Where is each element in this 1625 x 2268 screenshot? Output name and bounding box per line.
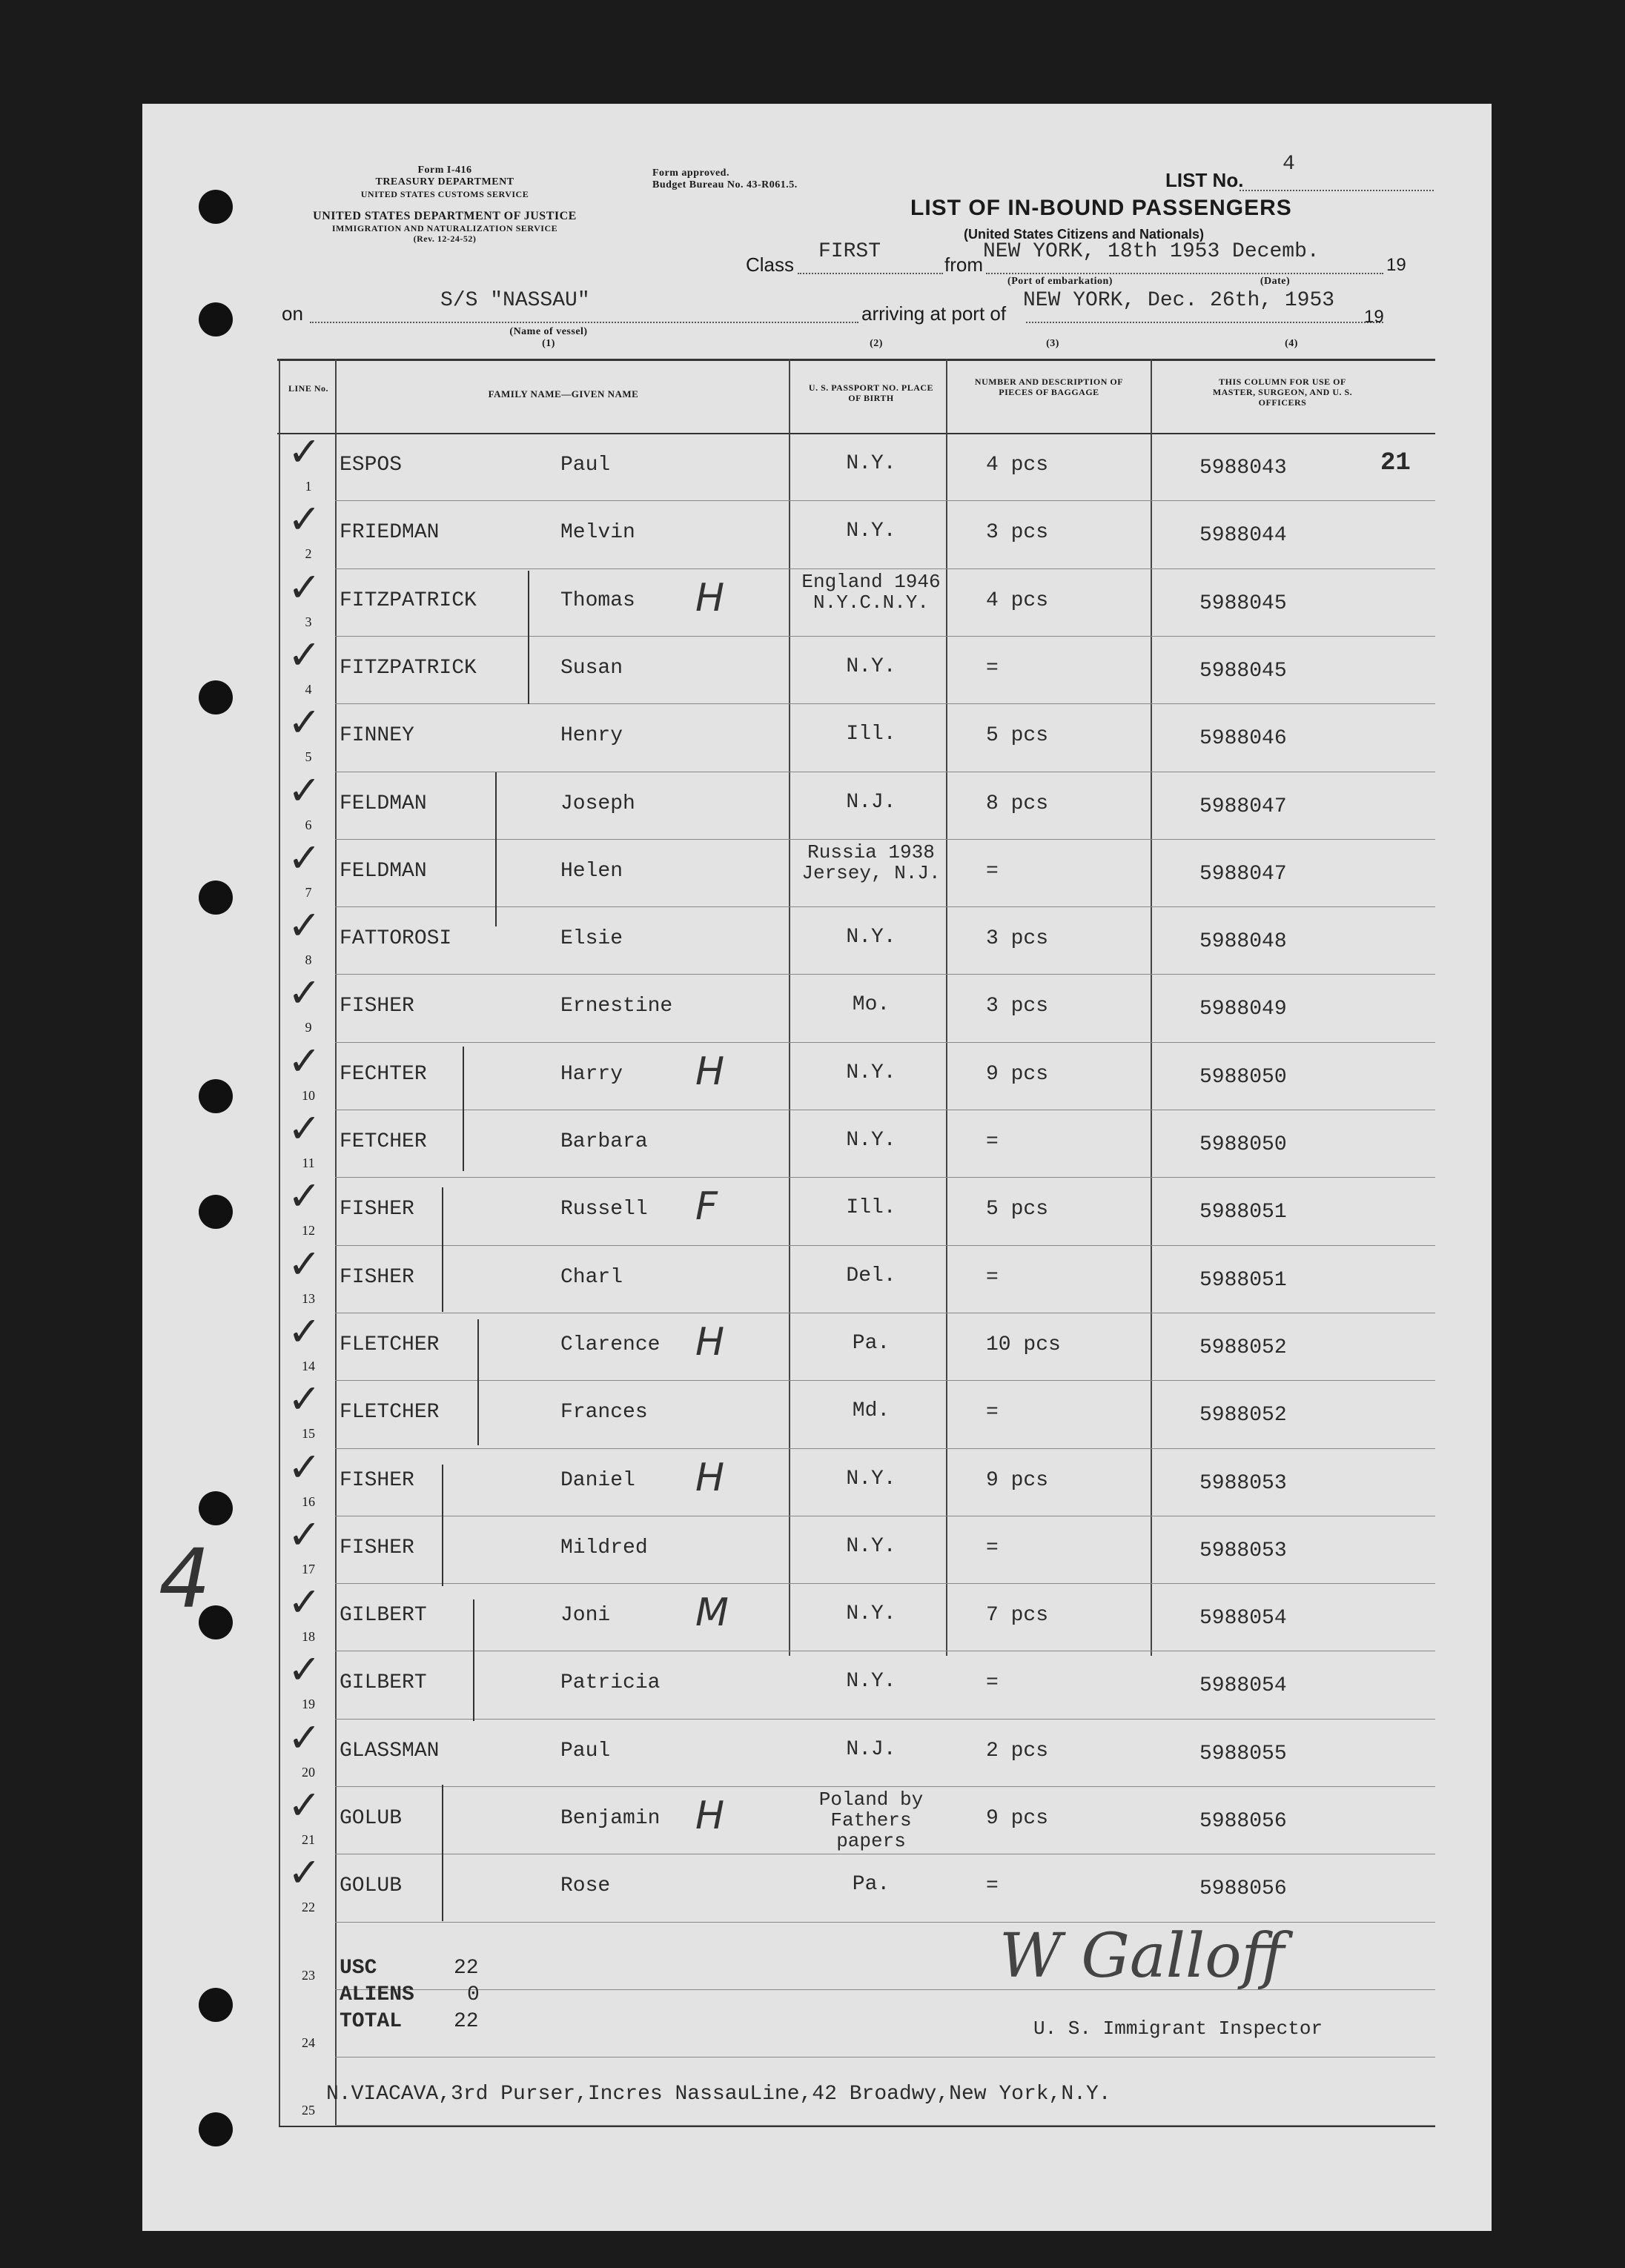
row-rule [335,1042,1435,1043]
row-number: 2 [305,546,312,562]
check-mark: ✓ [288,1376,322,1423]
row-rule [335,1719,1435,1720]
arriving-label: arriving at port of [861,302,1007,325]
given-name: Benjamin [560,1807,661,1830]
family-bracket [473,1599,474,1721]
baggage-count: 8 pcs [986,792,1049,815]
check-mark: ✓ [288,1849,322,1897]
family-name: FISHER [340,995,414,1018]
officer-code: 5988044 [1199,524,1287,548]
justice-dept: UNITED STATES DEPARTMENT OF JUSTICE [313,210,577,222]
punch-hole [199,190,233,224]
given-name: Melvin [560,521,635,545]
family-name: GOLUB [340,1874,403,1898]
baggage-count: 5 pcs [986,1198,1049,1221]
baggage-count: 5 pcs [986,724,1049,748]
family-bracket [495,772,497,926]
row-number: 6 [305,817,312,832]
family-name: GOLUB [340,1807,403,1830]
punch-hole [199,1491,233,1525]
hand-mark: H [695,1319,725,1365]
family-name: FISHER [340,1536,414,1559]
baggage-count: 7 pcs [986,1604,1049,1628]
name-col-border [789,359,790,1656]
given-name: Clarence [560,1333,661,1356]
place-of-birth: N.Y. [846,1129,896,1152]
given-name: Susan [560,656,623,680]
baggage-col-border [1151,359,1152,1656]
baggage-count: = [986,1536,999,1559]
list-number: 4 [1283,153,1295,176]
hand-mark: H [695,1455,725,1500]
punch-hole [199,2112,233,2146]
from-value: NEW YORK, 18th 1953 Decemb. [983,240,1320,263]
vessel-dotline [310,322,858,323]
baggage-count: 10 pcs [986,1333,1061,1356]
class-value: FIRST [818,240,881,263]
officer-code: 5988045 [1199,659,1287,683]
place-of-birth: N.Y. [846,1061,896,1084]
baggage-count: 3 pcs [986,995,1049,1018]
row-number: 17 [302,1561,315,1576]
punch-hole [199,881,233,915]
place-of-birth: N.Y. [846,926,896,949]
given-name: Charl [560,1265,623,1289]
check-mark: ✓ [288,902,322,949]
col-num-1: (1) [542,338,555,349]
baggage-count: 9 pcs [986,1062,1049,1086]
hand-mark: H [695,575,725,620]
from-dotline [986,273,1383,274]
revision-date: (Rev. 12-24-52) [413,233,477,244]
place-of-birth: Russia 1938 Jersey, N.J. [801,840,941,884]
baggage-count: 9 pcs [986,1468,1049,1492]
header-baggage: NUMBER AND DESCRIPTION OF PIECES OF BAGGAGE [974,377,1124,397]
year-suffix-2: 19 [1364,307,1384,327]
page-count: 21 [1380,449,1411,477]
hand-mark: H [695,1049,725,1094]
baggage-count: = [986,1874,999,1898]
officer-code: 5988047 [1199,862,1287,886]
officer-code: 5988055 [1199,1742,1287,1765]
baggage-count: 3 pcs [986,521,1049,545]
col-num-3: (3) [1046,338,1059,349]
officer-code: 5988051 [1199,1201,1287,1224]
family-bracket [442,1187,443,1312]
place-of-birth: Mo. [852,993,890,1017]
row-number: 4 [305,681,312,697]
class-label: Class [746,253,795,276]
baggage-count: = [986,1401,999,1425]
officer-code: 5988056 [1199,1810,1287,1833]
vessel-name: S/S "NASSAU" [440,289,590,312]
budget-bureau: Budget Bureau No. 43-R061.5. [652,179,798,190]
hand-mark: H [695,1794,725,1838]
col-num-4: (4) [1285,338,1298,349]
officer-code: 5988046 [1199,727,1287,751]
check-mark: ✓ [288,1714,322,1761]
form-number: Form I-416 [417,165,472,176]
family-name: FRIEDMAN [340,521,440,545]
baggage-count: 2 pcs [986,1739,1049,1763]
given-name: Paul [560,1739,611,1763]
row-number: 12 [302,1223,315,1239]
row-number: 10 [302,1087,315,1103]
officer-code: 5988045 [1199,591,1287,615]
row-rule [335,839,1435,840]
family-bracket [528,571,529,704]
family-name: FLETCHER [340,1401,440,1425]
on-label: on [282,302,303,325]
given-name: Joseph [560,792,635,815]
header-officers: THIS COLUMN FOR USE OF MASTER, SURGEON, AND U. S. OFFICERS [1212,377,1353,408]
place-of-birth: Del. [846,1264,896,1287]
place-of-birth: Pa. [852,1331,890,1355]
officer-code: 5988053 [1199,1539,1287,1562]
row-rule [335,1177,1435,1178]
family-name: FETCHER [340,1130,427,1153]
family-name: FECHTER [340,1062,427,1086]
col-num-2: (2) [870,338,883,349]
row-number: 11 [302,1155,315,1170]
check-mark: ✓ [288,1240,322,1287]
arriving-dotline [1026,322,1383,323]
baggage-count: = [986,859,999,883]
list-dotline [1240,190,1434,191]
date-label: (Date) [1260,276,1291,287]
given-name: Henry [560,724,623,748]
check-mark: ✓ [288,834,322,881]
given-name: Russell [560,1198,648,1221]
from-label: from [944,253,983,276]
row-number: 8 [305,952,312,968]
row-rule [335,906,1435,907]
row-number: 9 [305,1020,312,1035]
row-number: 5 [305,749,312,765]
given-name: Daniel [560,1468,635,1492]
line-col-border [335,359,337,2126]
place-of-birth: Pa. [852,1873,890,1897]
place-of-birth: Md. [852,1399,890,1423]
header-line-no: LINE No. [288,383,328,394]
officer-code: 5988051 [1199,1268,1287,1292]
aliens-label: ALIENS [340,1983,414,2006]
hand-mark: F [695,1184,718,1230]
family-name: FISHER [340,1468,414,1492]
family-name: FATTOROSI [340,927,452,951]
family-name: GILBERT [340,1671,427,1695]
row-number: 13 [302,1290,315,1306]
family-name: FITZPATRICK [340,656,477,680]
place-of-birth: N.Y. [846,520,896,543]
baggage-count: 4 pcs [986,454,1049,477]
given-name: Paul [560,454,611,477]
row-number: 24 [302,2035,315,2050]
place-of-birth: Ill. [846,723,896,746]
place-of-birth: Ill. [846,1196,896,1220]
given-name: Joni [560,1604,611,1628]
baggage-count: = [986,1130,999,1153]
place-of-birth: Poland by Fathers papers [818,1788,924,1852]
punch-hole [199,302,233,336]
row-number: 15 [302,1426,315,1442]
table-top-rule [277,359,1435,361]
officer-code: 5988053 [1199,1471,1287,1495]
check-mark: ✓ [288,1307,322,1355]
inspector-signature: W Galloff [999,1921,1285,1992]
row-rule [335,1583,1435,1584]
check-mark: ✓ [288,428,322,475]
family-name: FISHER [340,1265,414,1289]
punch-hole [199,1079,233,1113]
row-rule [335,703,1435,704]
baggage-count: = [986,656,999,680]
row-rule [335,500,1435,501]
place-of-birth: N.Y. [846,1602,896,1626]
place-of-birth: N.Y. [846,452,896,475]
officer-code: 5988054 [1199,1674,1287,1698]
officer-code: 5988052 [1199,1336,1287,1359]
header-passport: U. S. PASSPORT NO. PLACE OF BIRTH [808,382,934,403]
total-value: 22 [454,2010,479,2033]
row-number: 7 [305,884,312,900]
punch-hole [199,1988,233,2022]
usc-value: 22 [454,1957,479,1980]
baggage-count: 4 pcs [986,588,1049,612]
row-number: 16 [302,1493,315,1509]
given-name: Harry [560,1062,623,1086]
row-rule [335,2125,1435,2126]
place-of-birth: N.J. [846,1737,896,1761]
row-rule [335,1245,1435,1246]
given-name: Elsie [560,927,623,951]
officer-code: 5988049 [1199,998,1287,1021]
officer-code: 5988050 [1199,1133,1287,1156]
row-rule [335,636,1435,637]
place-of-birth: N.Y. [846,654,896,678]
row-number: 18 [302,1629,315,1645]
family-name: FINNEY [340,724,414,748]
treasury-dept: TREASURY DEPARTMENT [375,176,514,188]
margin-mark: 4 [159,1531,211,1626]
place-of-birth: N.Y. [846,1670,896,1694]
row-number: 14 [302,1358,315,1373]
family-name: FELDMAN [340,792,427,815]
purser-line: N.VIACAVA,3rd Purser,Incres NassauLine,42 Broadwy,New York,N.Y. [326,2083,1111,2106]
check-mark: ✓ [288,631,322,678]
given-name: Rose [560,1874,611,1898]
officer-code: 5988050 [1199,1065,1287,1089]
form-title: LIST OF IN-BOUND PASSENGERS [910,196,1292,220]
form-subtitle: (United States Citizens and Nationals) [964,227,1205,242]
row-number: 3 [305,614,312,629]
arriving-value: NEW YORK, Dec. 26th, 1953 [1023,289,1335,312]
place-of-birth: N.Y. [846,1534,896,1558]
table-header-rule [277,433,1435,434]
family-bracket [442,1465,443,1586]
check-mark: ✓ [288,1579,322,1626]
check-mark: ✓ [288,766,322,814]
vessel-label: (Name of vessel) [509,326,588,337]
family-name: ESPOS [340,454,403,477]
family-name: FITZPATRICK [340,588,477,612]
baggage-count: 9 pcs [986,1807,1049,1830]
row-number: 20 [302,1764,315,1780]
row-number: 25 [302,2103,315,2118]
family-bracket [463,1047,464,1171]
check-mark: ✓ [288,1037,322,1084]
family-name: GLASSMAN [340,1739,440,1763]
baggage-count: = [986,1265,999,1289]
check-mark: ✓ [288,1443,322,1491]
check-mark: ✓ [288,1173,322,1220]
row-number: 22 [302,1900,315,1915]
usc-label: USC [340,1957,377,1980]
family-bracket [477,1319,479,1445]
check-mark: ✓ [288,563,322,611]
header-name: FAMILY NAME—GIVEN NAME [488,388,639,399]
row-number: 19 [302,1697,315,1712]
total-label: TOTAL [340,2010,403,2033]
row-rule [335,568,1435,569]
check-mark: ✓ [288,1105,322,1152]
port-embark-label: (Port of embarkation) [1007,276,1113,287]
given-name: Mildred [560,1536,648,1559]
year-suffix: 19 [1386,255,1406,275]
check-mark: ✓ [288,1782,322,1828]
punch-hole [199,680,233,714]
aliens-value: 0 [467,1983,480,2006]
officer-code: 5988056 [1199,1877,1287,1901]
row-number: 23 [302,1967,315,1983]
given-name: Helen [560,859,623,883]
officer-code: 5988054 [1199,1607,1287,1631]
officer-code: 5988043 [1199,457,1287,480]
row-rule [335,974,1435,975]
hand-mark: M [695,1591,729,1636]
list-label: LIST No. [1165,169,1244,191]
family-name: FELDMAN [340,859,427,883]
check-mark: ✓ [288,699,322,746]
row-number: 21 [302,1832,315,1847]
table-left-border [279,359,280,2126]
officer-code: 5988047 [1199,795,1287,818]
given-name: Patricia [560,1671,661,1695]
check-mark: ✓ [288,1511,322,1558]
baggage-count: 3 pcs [986,927,1049,951]
given-name: Ernestine [560,995,673,1018]
table-bottom-rule [279,2126,1435,2127]
family-name: FLETCHER [340,1333,440,1356]
row-rule [335,1380,1435,1381]
given-name: Thomas [560,588,635,612]
family-bracket [442,1785,443,1921]
place-of-birth: N.J. [846,790,896,814]
punch-hole [199,1195,233,1229]
row-rule [335,1786,1435,1787]
given-name: Frances [560,1401,648,1425]
check-mark: ✓ [288,1646,322,1694]
row-rule [335,1448,1435,1449]
officer-code: 5988052 [1199,1404,1287,1428]
form-approved: Form approved. [652,168,729,179]
ins-service: IMMIGRATION AND NATURALIZATION SERVICE [331,223,558,233]
place-of-birth: England 1946 N.Y.C.N.Y. [801,570,941,614]
given-name: Barbara [560,1130,648,1153]
row-rule [335,2057,1435,2058]
family-name: GILBERT [340,1604,427,1628]
officer-code: 5988048 [1199,930,1287,954]
baggage-count: = [986,1671,999,1695]
inspector-title: U. S. Immigrant Inspector [1033,2017,1323,2040]
check-mark: ✓ [288,496,322,543]
customs-service: UNITED STATES CUSTOMS SERVICE [360,189,529,199]
family-name: FISHER [340,1198,414,1221]
check-mark: ✓ [288,969,322,1017]
class-dotline [798,273,943,274]
place-of-birth: N.Y. [846,1467,896,1491]
form-sheet [142,104,1492,2231]
row-number: 1 [305,479,312,494]
